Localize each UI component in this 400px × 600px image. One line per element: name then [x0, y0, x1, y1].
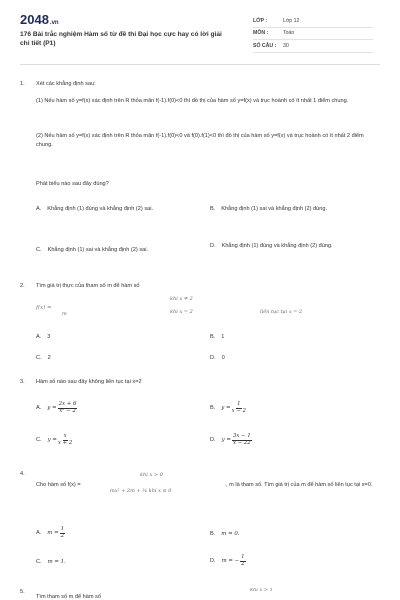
option-b[interactable]: B. 1: [210, 334, 225, 340]
continuity-condition: liên tục tại x = 2: [260, 309, 303, 315]
question-2: [20, 282, 380, 367]
question-4: [20, 470, 380, 575]
option-a[interactable]: A. y = $\frac{2x + 6}{\text{x² − 2}}$: [36, 401, 77, 414]
document-title: 176 Bài trắc nghiệm Hàm số từ đề thi Đại học cực hay có lời giải chi tiết (P1): [20, 31, 222, 47]
question-5: [20, 588, 380, 600]
page-header: [0, 0, 400, 58]
question-text: Tìm giá trị thực của tham số m để hàm số: [36, 283, 140, 289]
option-d[interactable]: D. y = $\frac{3x - 1}{x - 22}$: [210, 433, 251, 446]
function-value-m: m: [62, 311, 67, 317]
question-text: Hàm số nào sau đây không liên tục tại x=2: [36, 379, 142, 385]
meta-row-class: LỚP : Lớp 12: [253, 15, 373, 28]
brand-logo[interactable]: 2048.vn: [20, 12, 59, 27]
piece-condition-1: khi x > 1: [250, 588, 273, 593]
statement-1: (1) Nếu hàm số y=f(x) xác định trên R thỏa mãn f(-1).f(0)<0 thì đồ thị của hàm số y=f(x) và trục hoành có ít nhất 1 điểm chung.: [36, 98, 349, 104]
option-a[interactable]: A. Khẳng định (1) đúng và khẳng định (2) sai.: [36, 206, 154, 212]
question-text: Xét các khẳng định sau:: [36, 81, 96, 87]
question-number: 4.: [20, 471, 25, 477]
document-meta: [253, 15, 373, 53]
meta-row-subject: MÔN : Toán: [253, 28, 373, 41]
question-text: , m là tham số. Tìm giá trị của m để hàm số liên tục tại x=0.: [226, 482, 373, 488]
question-text: Tìm tham số m để hàm số: [36, 594, 101, 600]
meta-row-count: SỐ CÂU : 30: [253, 40, 373, 53]
option-b[interactable]: B. y = $\frac{1}{x - 2}$: [210, 401, 246, 414]
piece-condition-1: khi x ≠ 2: [170, 296, 193, 302]
option-c[interactable]: C. Khẳng định (1) sai và khẳng định (2) sai.: [36, 247, 149, 253]
question-lead: Cho hàm số f(x) =: [36, 482, 81, 488]
option-b[interactable]: B. Khẳng định (1) sai và khẳng định (2) đúng.: [210, 206, 328, 212]
option-c[interactable]: C. y = $\frac{x}{x + 2}$: [36, 433, 73, 446]
option-a[interactable]: A. 3: [36, 334, 51, 340]
question-1: [20, 80, 380, 270]
option-d[interactable]: D. m = − $\frac{1}{2}$: [210, 554, 245, 567]
piece-condition-1: khi x > 0: [140, 472, 163, 478]
piece-condition-2: khi x = 2: [170, 309, 193, 315]
question-number: 5.: [20, 589, 25, 595]
option-d[interactable]: D. 0: [210, 355, 225, 361]
piece-condition-2: mx² + 2m + ¼ khi x ≤ 0: [110, 488, 172, 494]
question-number: 3.: [20, 379, 25, 385]
statement-2: (2) Nếu hàm số y=f(x) xác định trên R thỏa mãn f(-1).f(0)<0 và f(0).f(1)<0 thì đồ thị của hàm số y=f(x) và trục hoành có ít nhất 2 điểm chung.: [36, 133, 364, 148]
option-d[interactable]: D. Khẳng định (1) đúng và khẳng định (2) đúng.: [210, 243, 333, 249]
question-3: [20, 378, 380, 463]
option-b[interactable]: B. m = 0.: [210, 531, 240, 538]
option-c[interactable]: C. m = 1.: [36, 559, 66, 566]
option-c[interactable]: C. 2: [36, 355, 51, 361]
question-prompt: Phát biểu nào sau đây đúng?: [36, 181, 109, 187]
question-number: 1.: [20, 81, 25, 87]
question-number: 2.: [20, 283, 25, 289]
header-divider: [20, 64, 380, 65]
option-a[interactable]: A. m = $\frac{1}{2}$: [36, 526, 65, 539]
function-label: f(x) =: [36, 305, 52, 311]
